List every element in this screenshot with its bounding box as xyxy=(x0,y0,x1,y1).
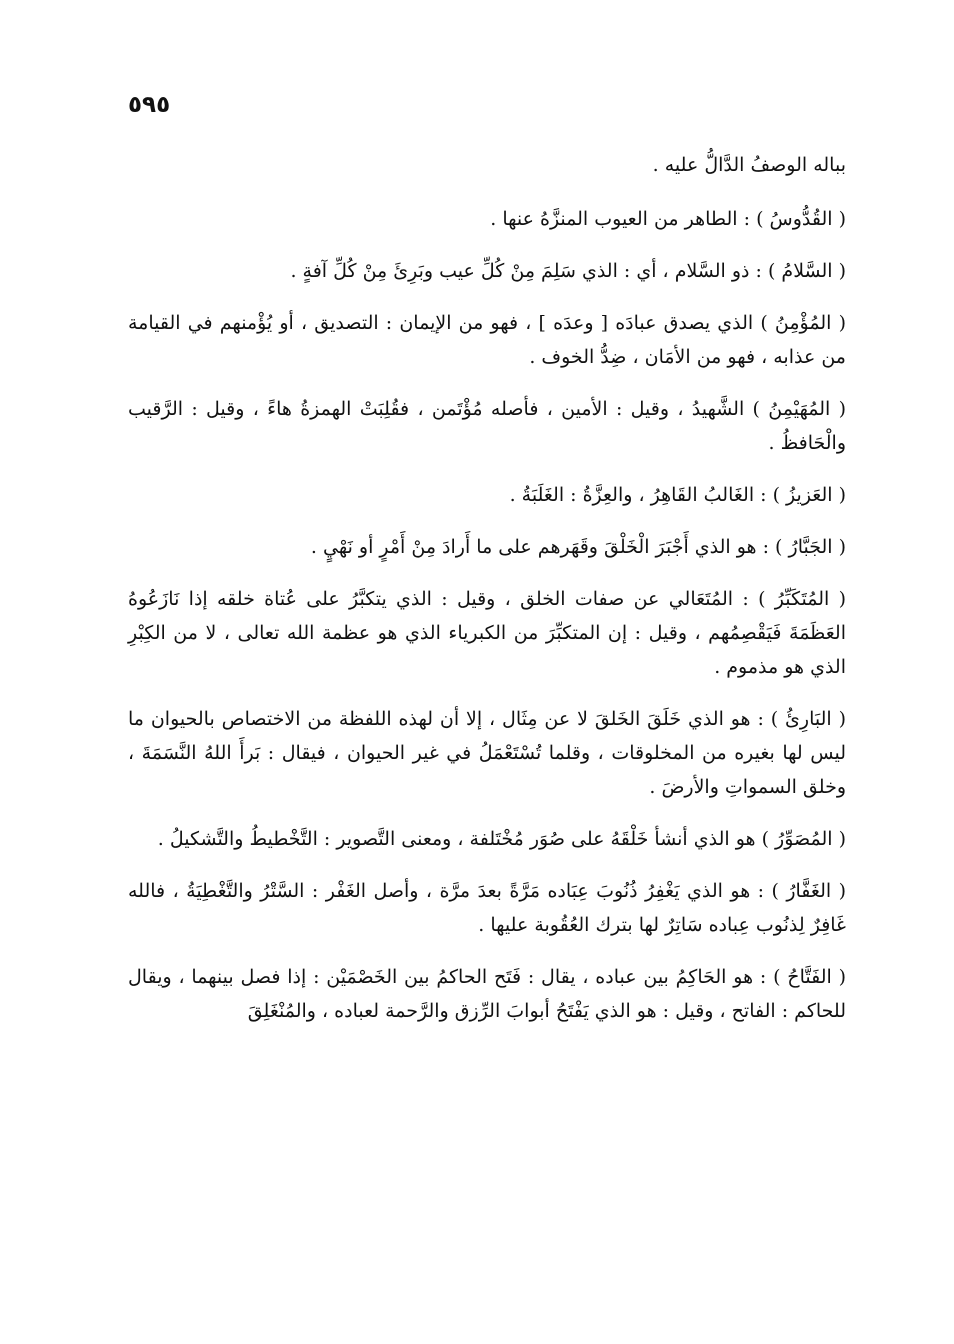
paragraph-continuation: بباله الوصفُ الدَّالُّ عليه . xyxy=(652,154,846,176)
paragraph-al-muhaymin: ( المُهَيْمِنُ ) الشَّهيدُ ، وقيل : الأمين ، فأصله مُؤْتَمن ، فقُلِبَتْ الهمزةُ هاءً ، وقيل : الرَّقيب والْحَافظُ . xyxy=(128,398,846,454)
page-text xyxy=(128,148,846,1046)
paragraph-al-fattah: ( الفَتَّاحُ ) : هو الحَاكِمُ بين عباده ، يقال : فَتَح الحاكمُ بين الخَصْمَيْن : إذا فصل بينهما ، ويقال للحاكم : الفاتح ، وقيل : هو الذي يَفْتَحُ أبوابَ الرِّزق والرَّحمة لعباده ، والمُنْغَلِقَ xyxy=(128,966,846,1022)
paragraph-as-salam: ( السَّلامُ ) : ذو السَّلام ، أي : الذي سَلِمَ مِنْ كُلِّ عيب وبَرِئَ مِنْ كُلِّ آفةٍ . xyxy=(290,260,846,282)
paragraph-al-quddus: ( القُدُّوسُ ) : الطاهر من العيوب المنزَّهُ عنها . xyxy=(490,208,846,230)
paragraph-al-bari: ( البَارِئُ ) : هو الذي خَلَقَ الخَلقَ لا عن مِثَال ، إلا أن لهذه اللفظة من الاختصاص بالحيوان ما ليس لها بغيره من المخلوقات ، وقلما تُسْتَعْمَلُ في غير الحيوان ، فيقال : بَرأَ اللهُ النَّسَمَةَ ، وخلق السمواتِ والأرضَ . xyxy=(128,708,846,798)
paragraph-al-musawwir: ( المُصَوِّرُ ) هو الذي أنشأ خَلْقَهُ على صُوَر مُخْتَلفة ، ومعنى التَّصوير : التَّخْطيطُ والتَّشكيلُ . xyxy=(157,828,846,850)
page-number: ٥٩٥ xyxy=(128,92,171,118)
paragraph-al-mumin: ( المُؤْمِنُ ) الذي يصدق عبادَه [ وعدَه ] ، فهو من الإيمان : التصديق ، أو يُؤْمنهم في القيامة من عذابه ، فهو من الأمَان ، ضِدُّ الخوف . xyxy=(128,312,846,368)
paragraph-al-ghaffar: ( الغَفَّارُ ) : هو الذي يَغْفِرُ ذُنُوبَ عِبَاده مَرَّةً بعدَ مرَّة ، وأصل الغَفْر : السَّتْرُ والتَّغْطِيَةُ ، فالله غَافِرٌ لِذنُوب عِباده سَاتِرٌ لها بترك العُقُوبة عليها . xyxy=(128,880,846,936)
paragraph-al-jabbar: ( الجَبَّارُ ) : هو الذي أَجْبَرَ الْخَلْقَ وقَهَرهم على ما أَرادَ مِنْ أَمْرٍ أو نَهْيٍ . xyxy=(310,536,846,558)
paragraph-al-mutakabbir: ( المُتَكَبِّرُ ) : المُتَعَالي عن صفات الخلق ، وقيل : الذي يتكبَّرُ على عُتاة خلقه إذا نَازَعُوهُ العَظَمَةَ فَيَقْصِمُهم ، وقيل : إن المتكبِّرَ من الكبرياء الذي هو عظمة الله تعالى ، لا من الكِبْرِ الذي هو مذموم . xyxy=(128,588,846,678)
paragraph-al-aziz: ( العَزيزُ ) : الغَالبُ القَاهِرُ ، والعِزَّةُ : الغَلَبَةُ . xyxy=(509,484,846,506)
